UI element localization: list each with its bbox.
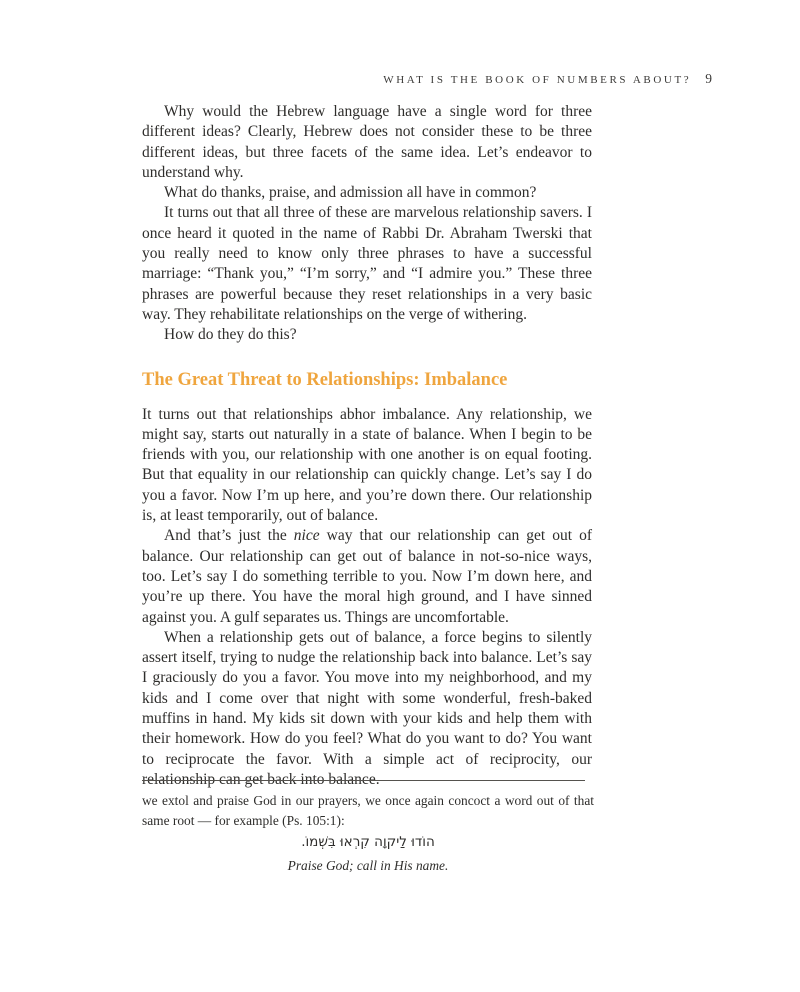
footnote-text: we extol and praise God in our prayers, we once again concoct a word out of that same root — for example (Ps. 105:1): (142, 793, 594, 828)
page-header (0, 70, 712, 88)
section-heading: The Great Threat to Relationships: Imbalance (142, 369, 508, 390)
paragraph-7: When a relationship gets out of balance, a force begins to silently assert itself, trying to nudge the relationship back into balance. Let’s say I graciously do you a favor. You move into my neighborhood, and my kids and I come over that night with some wonderful, fresh-baked muffins in hand. My kids sit down with your kids and help them with their homework. How do you feel? What do you want to do? You want to reciprocate the favor. With a simple act of reciprocity, our relationship can get back into balance. (142, 628, 592, 788)
paragraph-6-text-before: And that’s just the (164, 527, 294, 545)
paragraph-2: What do thanks, praise, and admission all have in common? (164, 184, 537, 202)
body-text (142, 102, 592, 790)
footnote-translation: Praise God; call in His name. (287, 857, 449, 873)
paragraph-3: It turns out that all three of these are marvelous relationship savers. I once heard it quoted in the name of Rabbi Dr. Abraham Twerski that you really need to know only three phrases to have a successful marriage: “Thank you,” “I’m sorry,” and “I admire you.” These three phrases are powerful because they reset relationships in a very basic way. They rehabilitate relationships on the verge of withering. (142, 204, 592, 323)
paragraph-1: Why would the Hebrew language have a single word for three different ideas? Clearly, Hebrew does not consider these to be three different ideas, but three facets of the same idea. Let’s endeavor to understand why. (142, 103, 592, 181)
paragraph-4: How do they do this? (164, 326, 297, 344)
footnote (142, 780, 594, 875)
page-number: 9 (705, 71, 712, 86)
running-head-title: WHAT IS THE BOOK OF NUMBERS ABOUT? (383, 74, 692, 86)
footnote-rule (142, 780, 585, 781)
paragraph-6-italic-word: nice (293, 527, 320, 545)
footnote-hebrew-quote: הוֹדוּ לַיקוָה קִרְאוּ בִּשְׁמוֹ. (301, 834, 435, 851)
paragraph-6-text-after: way that our relationship can get out of balance. Our relationship can get out of balance in not-so-nice ways, too. Let’s say I do something terrible to you. Now I’m down here, and you’re up there. You have the moral high ground, and I have sinned against you. A gulf separates us. Things are uncomfortable. (142, 527, 593, 626)
paragraph-6 (142, 526, 592, 627)
paragraph-5: It turns out that relationships abhor imbalance. Any relationship, we might say, starts out naturally in a state of balance. When I begin to be friends with you, our relationship with one another is on equal footing. But that equality in our relationship can quickly change. Let’s say I do you a favor. Now I’m up here, and you’re down there. Our relationship is, at least temporarily, out of balance. (142, 405, 592, 525)
